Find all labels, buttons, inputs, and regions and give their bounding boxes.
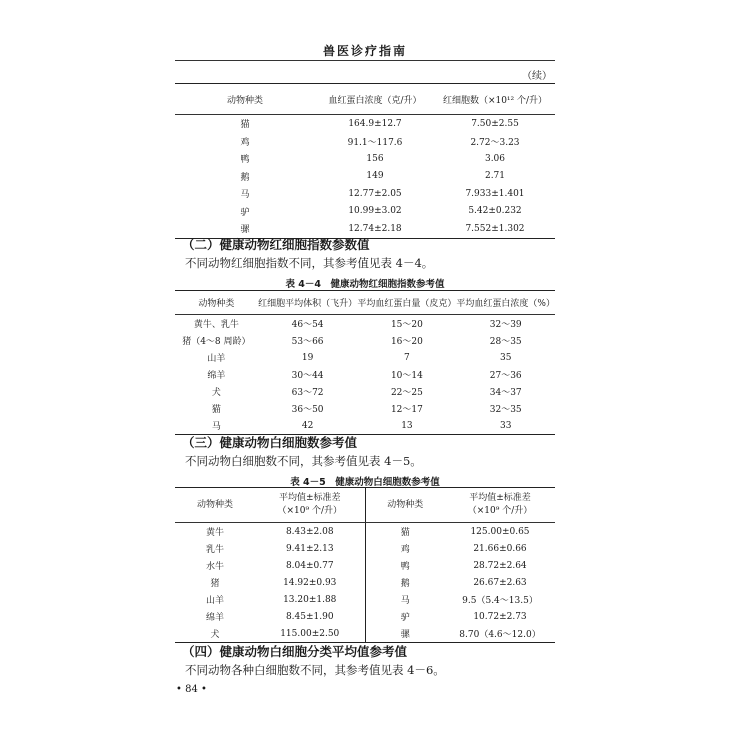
table-cell: 2.72～3.23 [470, 137, 520, 148]
table-cell: 2.71 [484, 171, 506, 182]
table-cell: 12.77±2.05 [348, 188, 402, 199]
section-heading: （二）健康动物红细胞指数参数值 [182, 237, 370, 252]
table-row [175, 115, 555, 133]
table-row [175, 557, 555, 574]
table-cell: 犬 [210, 630, 220, 640]
table-cell: 10.99±3.02 [348, 206, 402, 217]
table-cell: 鸭 [240, 155, 250, 166]
table-cell: 乳牛 [205, 545, 224, 555]
table-caption: 表 4－5 健康动物白细胞数参考值 [290, 477, 440, 488]
table-cell: 7.50±2.55 [471, 118, 519, 129]
table-row [175, 366, 555, 383]
table-cell: 10～14 [390, 371, 423, 381]
body-paragraph: 不同动物各种白细胞数不同，其参考值见表 4－6。 [185, 663, 445, 677]
column-header [445, 488, 555, 523]
column-header-line: 平均值±标准差 [278, 493, 341, 503]
table-cell: 16～20 [390, 337, 423, 347]
table-row [175, 133, 555, 151]
table-cell: 19 [301, 352, 314, 363]
column-header: 动物种类 [175, 84, 315, 115]
table-cell: 马 [211, 422, 221, 432]
table-cell: 水牛 [205, 562, 224, 572]
table-cell: 13 [401, 420, 413, 431]
table-cell: 53～66 [291, 337, 324, 347]
table-cell: 35 [499, 352, 512, 363]
table-cell: 26.67±2.63 [473, 577, 527, 588]
body-paragraph: 不同动物红细胞指数不同，其参考值见表 4－4。 [185, 256, 434, 270]
column-header: 血红蛋白浓度（克/升） [315, 84, 435, 115]
hemoglobin-rbc-table [175, 83, 555, 239]
table-cell: 猪（4～8 周龄） [182, 337, 251, 347]
table-row [175, 150, 555, 168]
header-rule [175, 60, 555, 61]
body-paragraph: 不同动物白细胞数不同，其参考值见表 4－5。 [185, 454, 422, 468]
table-row [175, 185, 555, 203]
table-cell: 黄牛 [205, 528, 224, 538]
table-cell: 8.45±1.90 [285, 611, 334, 622]
table-cell: 12～17 [390, 405, 423, 415]
table-cell: 28.72±2.64 [473, 560, 527, 571]
table-cell: 山羊 [207, 354, 226, 364]
table-row [175, 400, 555, 417]
column-header-unit: （×10⁹ 个/升） [277, 506, 342, 516]
table-cell: 7 [404, 352, 410, 363]
table-cell: 46～54 [291, 320, 324, 330]
table-cell: 黄牛、乳牛 [193, 320, 239, 330]
table-cell: 21.66±0.66 [473, 543, 527, 554]
table-cell: 5.42±0.232 [468, 206, 522, 217]
rbc-index-table [175, 290, 555, 435]
table-cell: 32～39 [489, 320, 522, 330]
table-row [175, 591, 555, 608]
table-cell: 125.00±0.65 [470, 526, 530, 537]
table-cell: 8.04±0.77 [285, 560, 334, 571]
table-cell: 9.5（5.4～13.5） [462, 596, 538, 606]
table-row [175, 168, 555, 186]
table-cell: 8.43±2.08 [285, 526, 334, 537]
running-header [175, 38, 555, 60]
table-cell: 33 [499, 420, 512, 431]
table-cell: 14.92±0.93 [283, 577, 337, 588]
table-cell: 鹅 [365, 574, 445, 591]
table-cell: 猫 [211, 405, 221, 415]
table-cell: 22～25 [390, 388, 423, 398]
table-row [175, 608, 555, 625]
table-cell: 164.9±12.7 [348, 118, 402, 129]
table-caption: 表 4－4 健康动物红细胞指数参考值 [285, 279, 445, 290]
column-header [255, 488, 365, 523]
table-cell: 13.20±1.88 [283, 594, 337, 605]
table-cell: 猪 [210, 579, 220, 589]
table-cell: 42 [301, 420, 314, 431]
table-cell: 山羊 [205, 596, 224, 606]
table-cell: 绵羊 [205, 613, 224, 623]
table-cell: 8.70（4.6～12.0） [459, 630, 541, 640]
table-cell: 犬 [211, 388, 221, 398]
page-number: • 84 • [176, 684, 207, 695]
column-header: 平均血红蛋白量（皮克） [357, 291, 456, 315]
book-title: 兽医诊疗指南 [322, 44, 407, 58]
table-cell: 10.72±2.73 [473, 611, 527, 622]
table-row [175, 383, 555, 400]
table-cell: 马 [240, 190, 250, 201]
column-header: 动物种类 [365, 488, 445, 523]
column-header: 平均血红蛋白浓度（%） [456, 291, 555, 315]
table-cell: 鹅 [240, 172, 250, 183]
table-cell: 12.74±2.18 [348, 223, 402, 234]
table-cell: 27～36 [489, 371, 522, 381]
column-header: 红细胞平均体积（飞升） [258, 291, 358, 315]
wbc-count-table [175, 487, 555, 643]
section-heading: （四）健康动物白细胞分类平均值参考值 [182, 644, 408, 659]
column-header: 动物种类 [175, 291, 258, 315]
table-cell: 马 [365, 591, 445, 608]
table-cell: 34～37 [489, 388, 522, 398]
table-cell: 149 [366, 171, 384, 182]
table-cell: 156 [366, 153, 384, 164]
table-cell: 7.552±1.302 [465, 223, 525, 234]
section-heading: （三）健康动物白细胞数参考值 [182, 435, 358, 450]
table-row [175, 574, 555, 591]
table-cell: 鸭 [365, 557, 445, 574]
table-cell: 绵羊 [207, 371, 226, 381]
table-row [175, 349, 555, 366]
table-cell: 鸡 [365, 540, 445, 557]
table-row [175, 417, 555, 435]
column-header: 动物种类 [175, 488, 255, 523]
table-cell: 3.06 [484, 153, 506, 164]
table-cell: 91.1～117.6 [347, 137, 403, 148]
column-header: 红细胞数（×10¹² 个/升） [435, 84, 555, 115]
table-cell: 鸡 [240, 137, 250, 148]
table-cell: 骡 [240, 225, 250, 236]
table-cell: 猫 [365, 523, 445, 541]
table-row [175, 203, 555, 221]
table-cell: 32～35 [489, 405, 522, 415]
table-cell: 36～50 [291, 405, 324, 415]
table-cell: 7.933±1.401 [465, 188, 525, 199]
table-cell: 9.41±2.13 [285, 543, 334, 554]
table-cell: 63～72 [291, 388, 324, 398]
column-header-line: 平均值±标准差 [469, 493, 531, 503]
table-cell: 28～35 [489, 337, 522, 347]
table-cell: 驴 [365, 608, 445, 625]
table-cell: 115.00±2.50 [280, 628, 340, 639]
table-row [175, 332, 555, 349]
table-cell: 15～20 [390, 320, 423, 330]
table-cell: 驴 [240, 207, 250, 218]
table-cell: 猫 [240, 120, 250, 131]
table-row [175, 315, 555, 333]
table-cell: 骡 [365, 625, 445, 643]
table-continued-label: （续） [522, 71, 552, 82]
column-header-unit: （×10⁹ 个/升） [467, 506, 533, 516]
table-row [175, 523, 555, 541]
table-row [175, 540, 555, 557]
table-row [175, 625, 555, 643]
table-cell: 30～44 [291, 371, 324, 381]
